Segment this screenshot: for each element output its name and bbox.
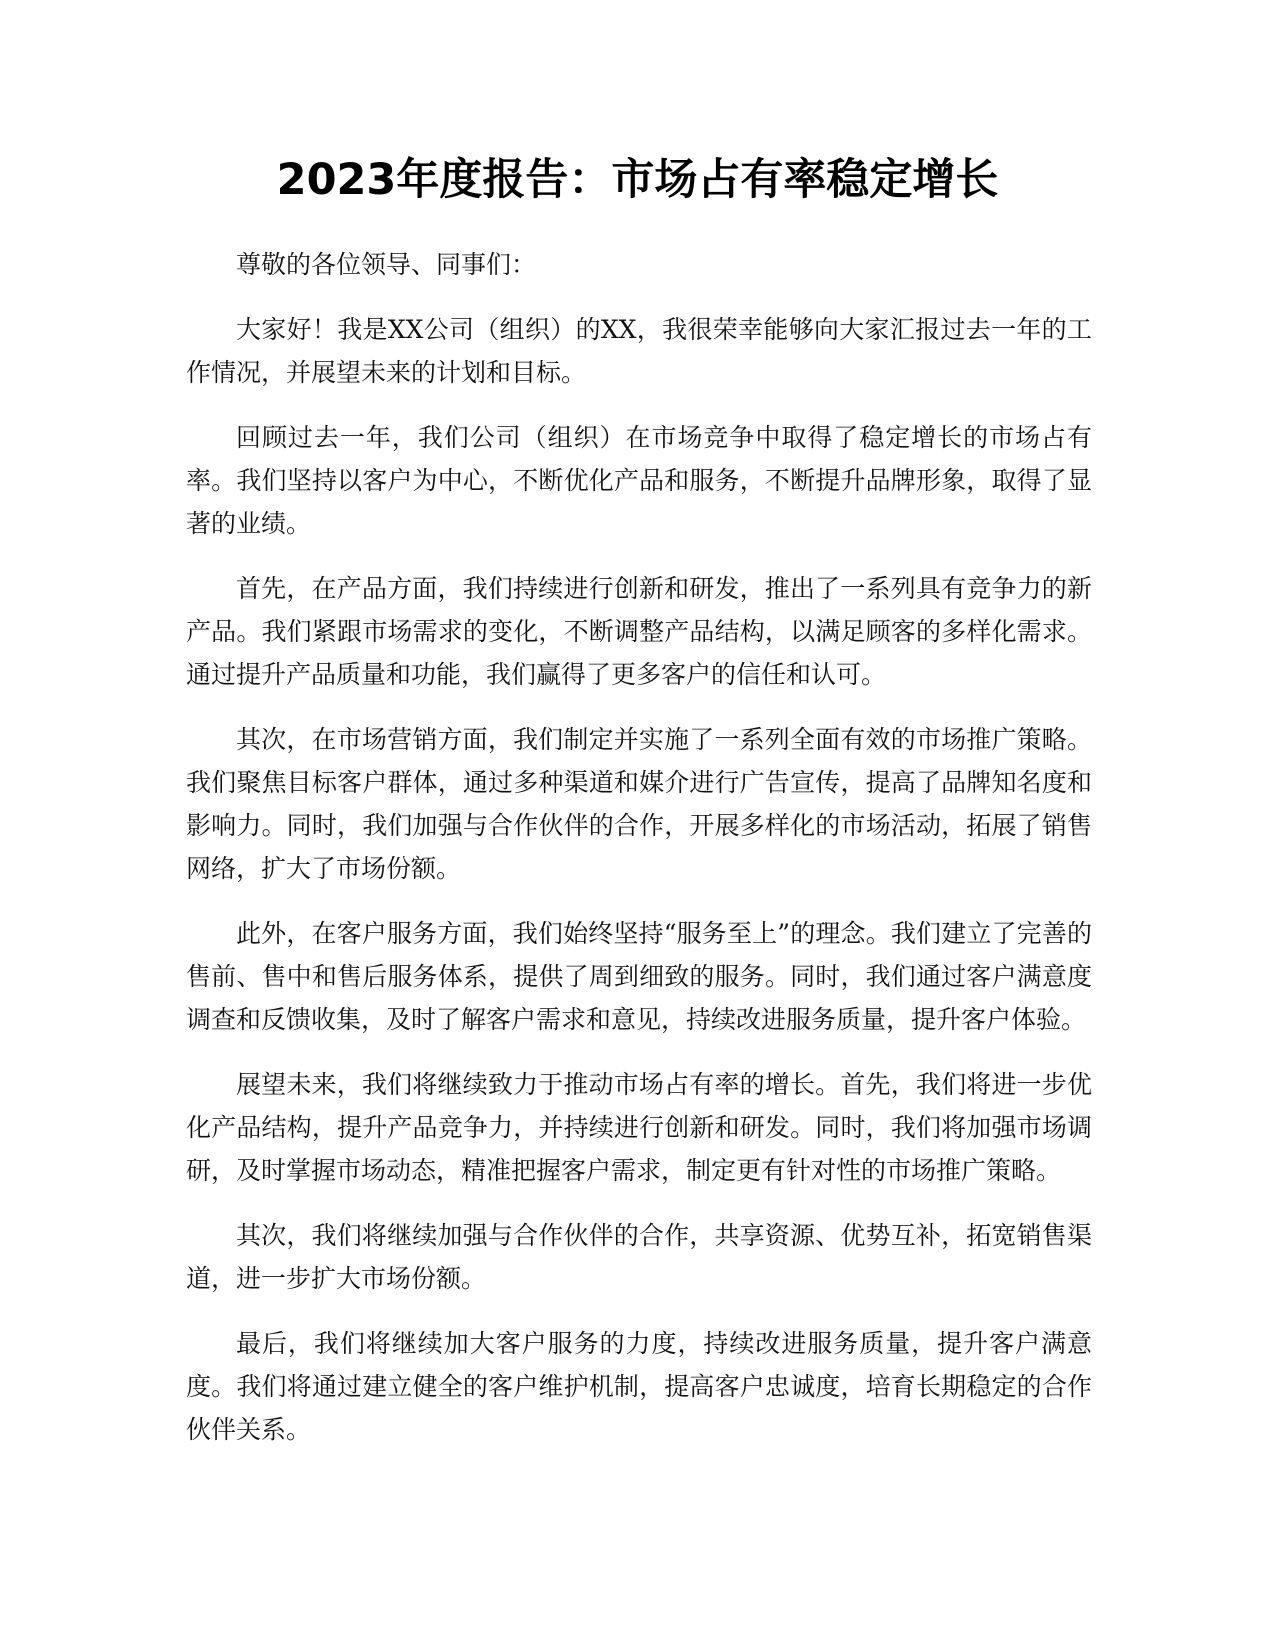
paragraph-partnership: 其次，我们将继续加强与合作伙伴的合作，共享资源、优势互补，拓宽销售渠道，进一步扩大市场份额。 — [186, 1221, 1092, 1293]
document-body — [186, 243, 1092, 1473]
paragraph-review: 回顾过去一年，我们公司（组织）在市场竞争中取得了稳定增长的市场占有率。我们坚持以客户为中心，不断优化产品和服务，不断提升品牌形象，取得了显著的业绩。 — [186, 423, 1092, 538]
paragraph-outlook: 展望未来，我们将继续致力于推动市场占有率的增长。首先，我们将进一步优化产品结构，提升产品竞争力，并持续进行创新和研发。同时，我们将加强市场调研，及时掌握市场动态，精准把握客户需求，制定更有针对性的市场推广策略。 — [186, 1070, 1092, 1185]
paragraph-service: 此外，在客户服务方面，我们始终坚持“服务至上”的理念。我们建立了完善的售前、售中和售后服务体系，提供了周到细致的服务。同时，我们通过客户满意度调查和反馈收集，及时了解客户需求和意见，持续改进服务质量，提升客户体验。 — [186, 919, 1092, 1034]
paragraph-marketing: 其次，在市场营销方面，我们制定并实施了一系列全面有效的市场推广策略。我们聚焦目标客户群体，通过多种渠道和媒介进行广告宣传，提高了品牌知名度和影响力。同时，我们加强与合作伙伴的合作，开展多样化的市场活动，拓展了销售网络，扩大了市场份额。 — [186, 725, 1092, 883]
paragraph-greeting: 大家好！我是XX公司（组织）的XX，我很荣幸能够向大家汇报过去一年的工作情况，并展望未来的计划和目标。 — [186, 315, 1092, 387]
paragraph-salutation: 尊敬的各位领导、同事们： — [236, 250, 537, 279]
paragraph-conclusion: 最后，我们将继续加大客户服务的力度，持续改进服务质量，提升客户满意度。我们将通过建立健全的客户维护机制，提高客户忠诚度，培育长期稳定的合作伙伴关系。 — [186, 1329, 1092, 1444]
paragraph-product: 首先，在产品方面，我们持续进行创新和研发，推出了一系列具有竞争力的新产品。我们紧跟市场需求的变化，不断调整产品结构，以满足顾客的多样化需求。通过提升产品质量和功能，我们赢得了更多客户的信任和认可。 — [186, 574, 1092, 689]
document-title: 2023年度报告：市场占有率稳定增长 — [276, 155, 999, 205]
